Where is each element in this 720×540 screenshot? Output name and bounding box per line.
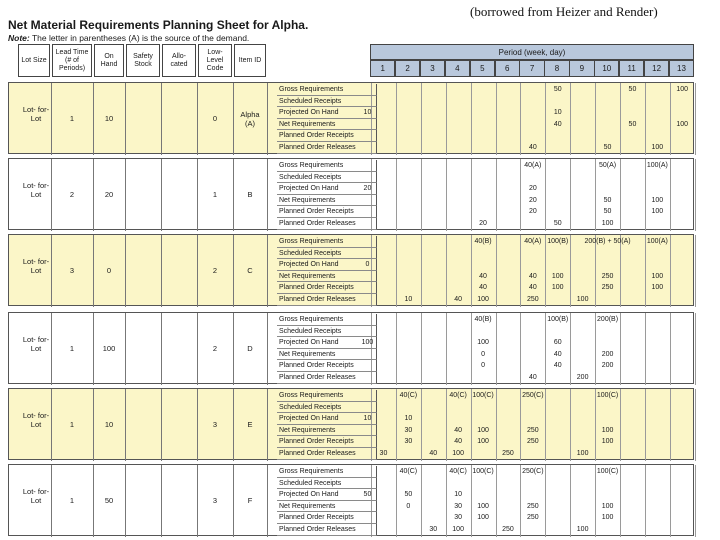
page-title: Net Material Requirements Planning Sheet for Alpha. — [8, 18, 309, 32]
period-1: 1 — [370, 60, 395, 77]
row-value: 40 — [553, 350, 562, 358]
row-label: Gross Requirements — [277, 390, 377, 402]
row-label: Projected On Hand — [277, 183, 377, 195]
column-divider — [197, 389, 198, 461]
row-value: 50 — [628, 120, 637, 128]
lot-size: Lot- for- Lot — [22, 335, 50, 353]
mrp-row — [277, 337, 695, 349]
block-item-b — [8, 158, 694, 230]
row-value: 50 — [628, 86, 637, 93]
row-value: 200(B) + 50(A) — [584, 238, 631, 245]
row-value: 40 — [479, 272, 487, 280]
row-value: 10 — [363, 415, 372, 423]
header-allocated: Allo- cated — [162, 44, 196, 77]
row-value: 250 — [526, 502, 539, 510]
row-label: Net Requirements — [277, 271, 377, 283]
mrp-row — [277, 349, 695, 361]
mrp-row — [277, 96, 695, 108]
row-label: Net Requirements — [277, 349, 377, 361]
row-label: Scheduled Receipts — [277, 478, 377, 490]
low-level-code: 3 — [212, 420, 218, 429]
on-hand: 10 — [104, 420, 114, 429]
row-value: 250 — [601, 272, 614, 280]
lot-size: Lot- for- Lot — [22, 105, 50, 123]
column-divider — [125, 465, 126, 537]
mrp-row — [277, 142, 695, 154]
item-id: Alpha (A) — [240, 110, 260, 128]
period-2: 2 — [395, 60, 420, 77]
row-value: 100 — [651, 196, 664, 204]
column-divider — [125, 159, 126, 231]
row-value: 10 — [363, 109, 372, 117]
row-value: 40 — [528, 374, 537, 381]
low-level-code: 3 — [212, 496, 218, 505]
mrp-row — [277, 501, 695, 513]
column-divider — [161, 83, 162, 155]
period-7: 7 — [519, 60, 544, 77]
low-level-code: 2 — [212, 266, 218, 275]
row-value: 40(A) — [524, 238, 542, 245]
row-value: 40 — [528, 284, 537, 292]
column-divider — [233, 465, 234, 537]
item-id: B — [247, 190, 253, 199]
row-value: 100(C) — [472, 392, 494, 399]
row-value: 20 — [479, 220, 487, 227]
column-divider — [125, 235, 126, 307]
row-value: 50(A) — [598, 162, 617, 169]
mrp-row — [277, 84, 695, 96]
row-value: 100 — [477, 438, 489, 446]
row-value: 10 — [454, 491, 463, 499]
row-label: Scheduled Receipts — [277, 172, 377, 184]
row-value: 100 — [452, 526, 464, 533]
row-label: Scheduled Receipts — [277, 326, 377, 338]
row-value: 200 — [601, 350, 614, 358]
mrp-row — [277, 130, 695, 142]
row-value: 250 — [526, 296, 539, 303]
row-value: 100 — [651, 208, 664, 216]
on-hand: 0 — [106, 266, 112, 275]
row-label: Projected On Hand — [277, 259, 377, 271]
column-divider — [267, 465, 268, 537]
period-3: 3 — [420, 60, 445, 77]
row-label: Planned Order Releases — [277, 294, 377, 306]
row-label: Scheduled Receipts — [277, 96, 377, 108]
block-item-d — [8, 312, 694, 384]
row-value: 250 — [526, 438, 539, 446]
row-label: Net Requirements — [277, 425, 377, 437]
row-value: 100 — [601, 220, 614, 227]
row-value: 50 — [363, 491, 372, 499]
row-value: 40 — [553, 120, 562, 128]
column-divider — [161, 235, 162, 307]
column-divider — [267, 159, 268, 231]
item-id: D — [247, 344, 253, 353]
lead-time: 3 — [69, 266, 75, 275]
row-label: Planned Order Receipts — [277, 360, 377, 372]
row-value: 100 — [477, 296, 489, 303]
row-label: Planned Order Releases — [277, 218, 377, 230]
lead-time: 1 — [69, 114, 75, 123]
row-value: 100 — [477, 426, 489, 434]
column-divider — [233, 235, 234, 307]
row-value: 200(B) — [597, 316, 619, 323]
row-value: 20 — [528, 196, 537, 204]
period-9: 9 — [569, 60, 594, 77]
mrp-row — [277, 425, 695, 437]
low-level-code: 1 — [212, 190, 218, 199]
row-value: 30 — [429, 526, 438, 533]
row-value: 100 — [651, 144, 664, 151]
mrp-row — [277, 436, 695, 448]
row-label: Gross Requirements — [277, 84, 377, 96]
row-value: 20 — [363, 185, 372, 193]
block-item-f — [8, 464, 694, 536]
mrp-row — [277, 413, 695, 425]
row-label: Planned Order Releases — [277, 524, 377, 536]
header-lot-size: Lot Size — [18, 44, 50, 77]
column-divider — [93, 83, 94, 155]
column-divider — [161, 159, 162, 231]
row-value: 20 — [528, 208, 537, 216]
on-hand: 20 — [104, 190, 114, 199]
mrp-row — [277, 236, 695, 248]
row-value: 100 — [676, 120, 689, 128]
column-divider — [233, 83, 234, 155]
row-label: Gross Requirements — [277, 314, 377, 326]
row-value: 50 — [603, 208, 612, 216]
row-value: 30 — [454, 502, 463, 510]
column-divider — [233, 313, 234, 385]
lot-size: Lot- for- Lot — [22, 487, 50, 505]
on-hand: 50 — [104, 496, 114, 505]
period-10: 10 — [594, 60, 619, 77]
column-divider — [125, 83, 126, 155]
mrp-row — [277, 259, 695, 271]
row-value: 100 — [477, 339, 489, 347]
lead-time: 1 — [69, 420, 75, 429]
on-hand: 10 — [104, 114, 114, 123]
mrp-row — [277, 282, 695, 294]
row-value: 40(B) — [474, 238, 492, 245]
mrp-row — [277, 172, 695, 184]
header-on-hand: On Hand — [94, 44, 124, 77]
column-divider — [93, 235, 94, 307]
period-6: 6 — [495, 60, 520, 77]
row-value: 100(C) — [596, 468, 619, 475]
mrp-row — [277, 512, 695, 524]
block-item-c — [8, 234, 694, 306]
row-value: 250 — [601, 284, 614, 292]
mrp-row — [277, 489, 695, 501]
row-label: Scheduled Receipts — [277, 402, 377, 414]
column-divider — [197, 235, 198, 307]
mrp-row — [277, 271, 695, 283]
header-low-level-code: Low- Level Code — [198, 44, 232, 77]
column-divider — [161, 389, 162, 461]
row-value: 100 — [601, 502, 614, 510]
row-label: Projected On Hand — [277, 337, 377, 349]
row-value: 100(B) — [547, 238, 569, 245]
header-period: Period (week, day) — [370, 44, 694, 60]
mrp-row — [277, 107, 695, 119]
column-divider — [197, 83, 198, 155]
mrp-row — [277, 119, 695, 131]
block-item-e — [8, 388, 694, 460]
row-label: Projected On Hand — [277, 107, 377, 119]
column-divider — [125, 389, 126, 461]
period-5: 5 — [470, 60, 495, 77]
row-value: 100(A) — [646, 238, 668, 245]
row-label: Net Requirements — [277, 119, 377, 131]
column-divider — [93, 389, 94, 461]
row-label: Net Requirements — [277, 501, 377, 513]
period-11: 11 — [619, 60, 644, 77]
period-8: 8 — [544, 60, 569, 77]
row-value: 100 — [551, 284, 564, 292]
row-value: 0 — [406, 502, 411, 510]
row-value: 40 — [553, 362, 562, 370]
column-divider — [233, 389, 234, 461]
row-label: Gross Requirements — [277, 160, 377, 172]
mrp-row — [277, 326, 695, 338]
column-divider — [125, 313, 126, 385]
mrp-row — [277, 314, 695, 326]
lot-size: Lot- for- Lot — [22, 257, 50, 275]
column-divider — [267, 83, 268, 155]
note — [8, 33, 249, 43]
row-label: Planned Order Receipts — [277, 130, 377, 142]
row-value: 40(C) — [449, 468, 467, 475]
note-text: The letter in parentheses (A) is the source of the demand. — [31, 33, 250, 43]
row-value: 250(C) — [522, 392, 544, 399]
row-value: 200 — [576, 374, 589, 381]
low-level-code: 2 — [212, 344, 218, 353]
mrp-row — [277, 402, 695, 414]
row-value: 100 — [651, 284, 664, 292]
row-value: 200 — [601, 362, 614, 370]
row-value: 100 — [601, 426, 614, 434]
mrp-row — [277, 448, 695, 460]
row-value: 40 — [528, 272, 537, 280]
header-lead-time: Lead Time (# of Periods) — [52, 44, 92, 77]
row-value: 10 — [553, 109, 562, 117]
item-id: C — [247, 266, 253, 275]
row-label: Planned Order Receipts — [277, 206, 377, 218]
column-divider — [93, 313, 94, 385]
header-safety-stock: Safety Stock — [126, 44, 160, 77]
mrp-row — [277, 360, 695, 372]
row-value: 20 — [528, 185, 537, 193]
row-value: 250 — [502, 450, 514, 457]
lot-size: Lot- for- Lot — [22, 411, 50, 429]
row-value: 0 — [365, 261, 370, 269]
row-label: Gross Requirements — [277, 236, 377, 248]
row-value: 100 — [452, 450, 464, 457]
row-value: 40 — [528, 144, 537, 151]
mrp-row — [277, 524, 695, 536]
row-value: 100 — [576, 450, 589, 457]
row-value: 100 — [676, 86, 689, 93]
column-divider — [197, 465, 198, 537]
period-12: 12 — [644, 60, 669, 77]
row-value: 30 — [404, 438, 413, 446]
mrp-row — [277, 478, 695, 490]
row-value: 0 — [481, 350, 485, 358]
mrp-row — [277, 294, 695, 306]
row-value: 100 — [576, 526, 589, 533]
lead-time: 1 — [69, 344, 75, 353]
row-label: Planned Order Receipts — [277, 282, 377, 294]
lot-size: Lot- for- Lot — [22, 181, 50, 199]
row-value: 100 — [477, 502, 489, 510]
mrp-row — [277, 206, 695, 218]
row-value: 40(C) — [399, 392, 418, 399]
row-value: 100 — [576, 296, 589, 303]
header-item-id: Item ID — [234, 44, 266, 77]
column-divider — [267, 389, 268, 461]
column-divider — [93, 465, 94, 537]
column-divider — [267, 313, 268, 385]
column-divider — [161, 313, 162, 385]
row-value: 100(C) — [472, 468, 494, 475]
column-divider — [233, 159, 234, 231]
row-value: 40(B) — [474, 316, 492, 323]
column-divider — [93, 159, 94, 231]
mrp-row — [277, 218, 695, 230]
row-value: 50 — [603, 144, 612, 151]
row-label: Planned Order Receipts — [277, 436, 377, 448]
note-label: Note: — [8, 33, 30, 43]
row-value: 100(A) — [646, 162, 668, 169]
lead-time: 1 — [69, 496, 75, 505]
row-value: 50 — [553, 86, 562, 93]
row-value: 100 — [477, 514, 489, 522]
row-label: Planned Order Releases — [277, 372, 377, 384]
row-value: 40 — [454, 426, 463, 434]
lead-time: 2 — [69, 190, 75, 199]
row-value: 50 — [553, 220, 562, 227]
row-value: 40 — [454, 296, 463, 303]
row-value: 100(B) — [547, 316, 569, 323]
mrp-row — [277, 183, 695, 195]
row-value: 50 — [603, 196, 612, 204]
row-label: Planned Order Releases — [277, 142, 377, 154]
row-value: 30 — [454, 514, 463, 522]
row-value: 40 — [429, 450, 438, 457]
row-value: 60 — [553, 339, 562, 347]
column-divider — [197, 313, 198, 385]
row-value: 100 — [551, 272, 564, 280]
mrp-row — [277, 195, 695, 207]
low-level-code: 0 — [212, 114, 218, 123]
column-divider — [161, 465, 162, 537]
mrp-row — [277, 466, 695, 478]
row-label: Gross Requirements — [277, 466, 377, 478]
mrp-row — [277, 372, 695, 384]
mrp-row — [277, 390, 695, 402]
block-item-alpha — [8, 82, 694, 154]
row-value: 40 — [479, 284, 487, 292]
row-value: 50 — [404, 491, 413, 499]
row-value: 10 — [404, 415, 413, 423]
item-id: E — [247, 420, 253, 429]
row-label: Planned Order Receipts — [277, 512, 377, 524]
period-4: 4 — [445, 60, 470, 77]
column-divider — [267, 235, 268, 307]
row-value: 10 — [404, 296, 413, 303]
source-credit: (borrowed from Heizer and Render) — [470, 4, 658, 19]
item-id: F — [247, 496, 253, 505]
row-value: 100 — [601, 438, 614, 446]
on-hand: 100 — [102, 344, 116, 353]
column-divider — [197, 159, 198, 231]
row-value: 100 — [601, 514, 614, 522]
row-value: 100(C) — [596, 392, 619, 399]
row-value: 100 — [361, 339, 374, 347]
row-value: 40 — [454, 438, 463, 446]
row-value: 40(C) — [399, 468, 418, 475]
row-value: 250 — [526, 514, 539, 522]
row-value: 40(A) — [524, 162, 542, 169]
row-value: 30 — [404, 426, 413, 434]
row-label: Scheduled Receipts — [277, 248, 377, 260]
row-label: Planned Order Releases — [277, 448, 377, 460]
row-label: Net Requirements — [277, 195, 377, 207]
row-value: 250 — [502, 526, 514, 533]
row-value: 30 — [379, 450, 388, 457]
row-label: Projected On Hand — [277, 413, 377, 425]
row-value: 250 — [526, 426, 539, 434]
row-label: Projected On Hand — [277, 489, 377, 501]
mrp-row — [277, 248, 695, 260]
mrp-row — [277, 160, 695, 172]
row-value: 0 — [481, 362, 485, 370]
row-value: 250(C) — [522, 468, 544, 475]
period-13: 13 — [669, 60, 694, 77]
row-value: 40(C) — [449, 392, 467, 399]
row-value: 100 — [651, 272, 664, 280]
